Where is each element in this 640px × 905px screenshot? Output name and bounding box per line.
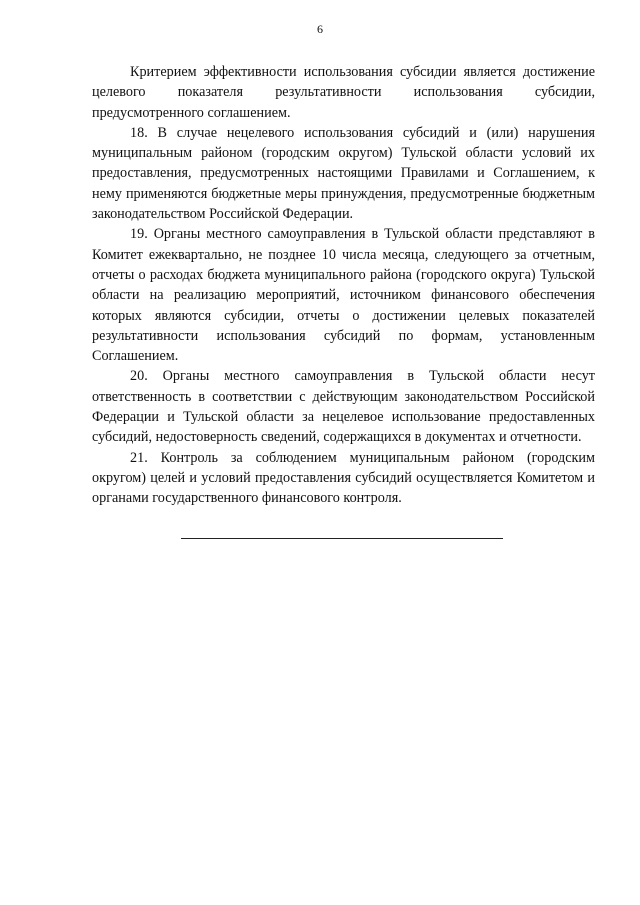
- end-separator-line: [181, 538, 503, 539]
- paragraph-19: 19. Органы местного самоуправления в Тульской области представляют в Комитет ежеквартально, не позднее 10 числа месяца, следующего за отчетным, отчеты о расходах бюджета муниципального района (городского округа) Тульской области на реализацию мероприятий, источником финансового обеспечения которых являются субсидии, отчеты о достижении целевых показателей результативности использования субсидий по формам, установленным Соглашением.: [92, 226, 595, 365]
- paragraph-21: 21. Контроль за соблюдением муниципальным районом (городским округом) целей и условий предоставления субсидий осуществляется Комитетом и органами государственного финансового контроля.: [92, 449, 595, 507]
- page-number: 6: [317, 22, 323, 36]
- paragraph-efficiency-criterion: Критерием эффективности использования субсидии является достижение целевого показателя результативности использования субсидии, предусмотренного соглашением.: [92, 64, 595, 121]
- document-body: [92, 62, 595, 509]
- paragraph-18: 18. В случае нецелевого использования субсидий и (или) нарушения муниципальным районом (городским округом) Тульской области условий их предоставления, предусмотренных настоящими Правилами и Соглашением, к нему применяются бюджетные меры принуждения, предусмотренные бюджетным законодательством Российской Федерации.: [92, 124, 595, 223]
- paragraph-20: 20. Органы местного самоуправления в Тульской области несут ответственность в соответствии с действующим законодательством Российской Федерации и Тульской области за нецелевое использование предоставленных субсидий, недостоверность сведений, содержащихся в документах и отчетности.: [92, 368, 595, 446]
